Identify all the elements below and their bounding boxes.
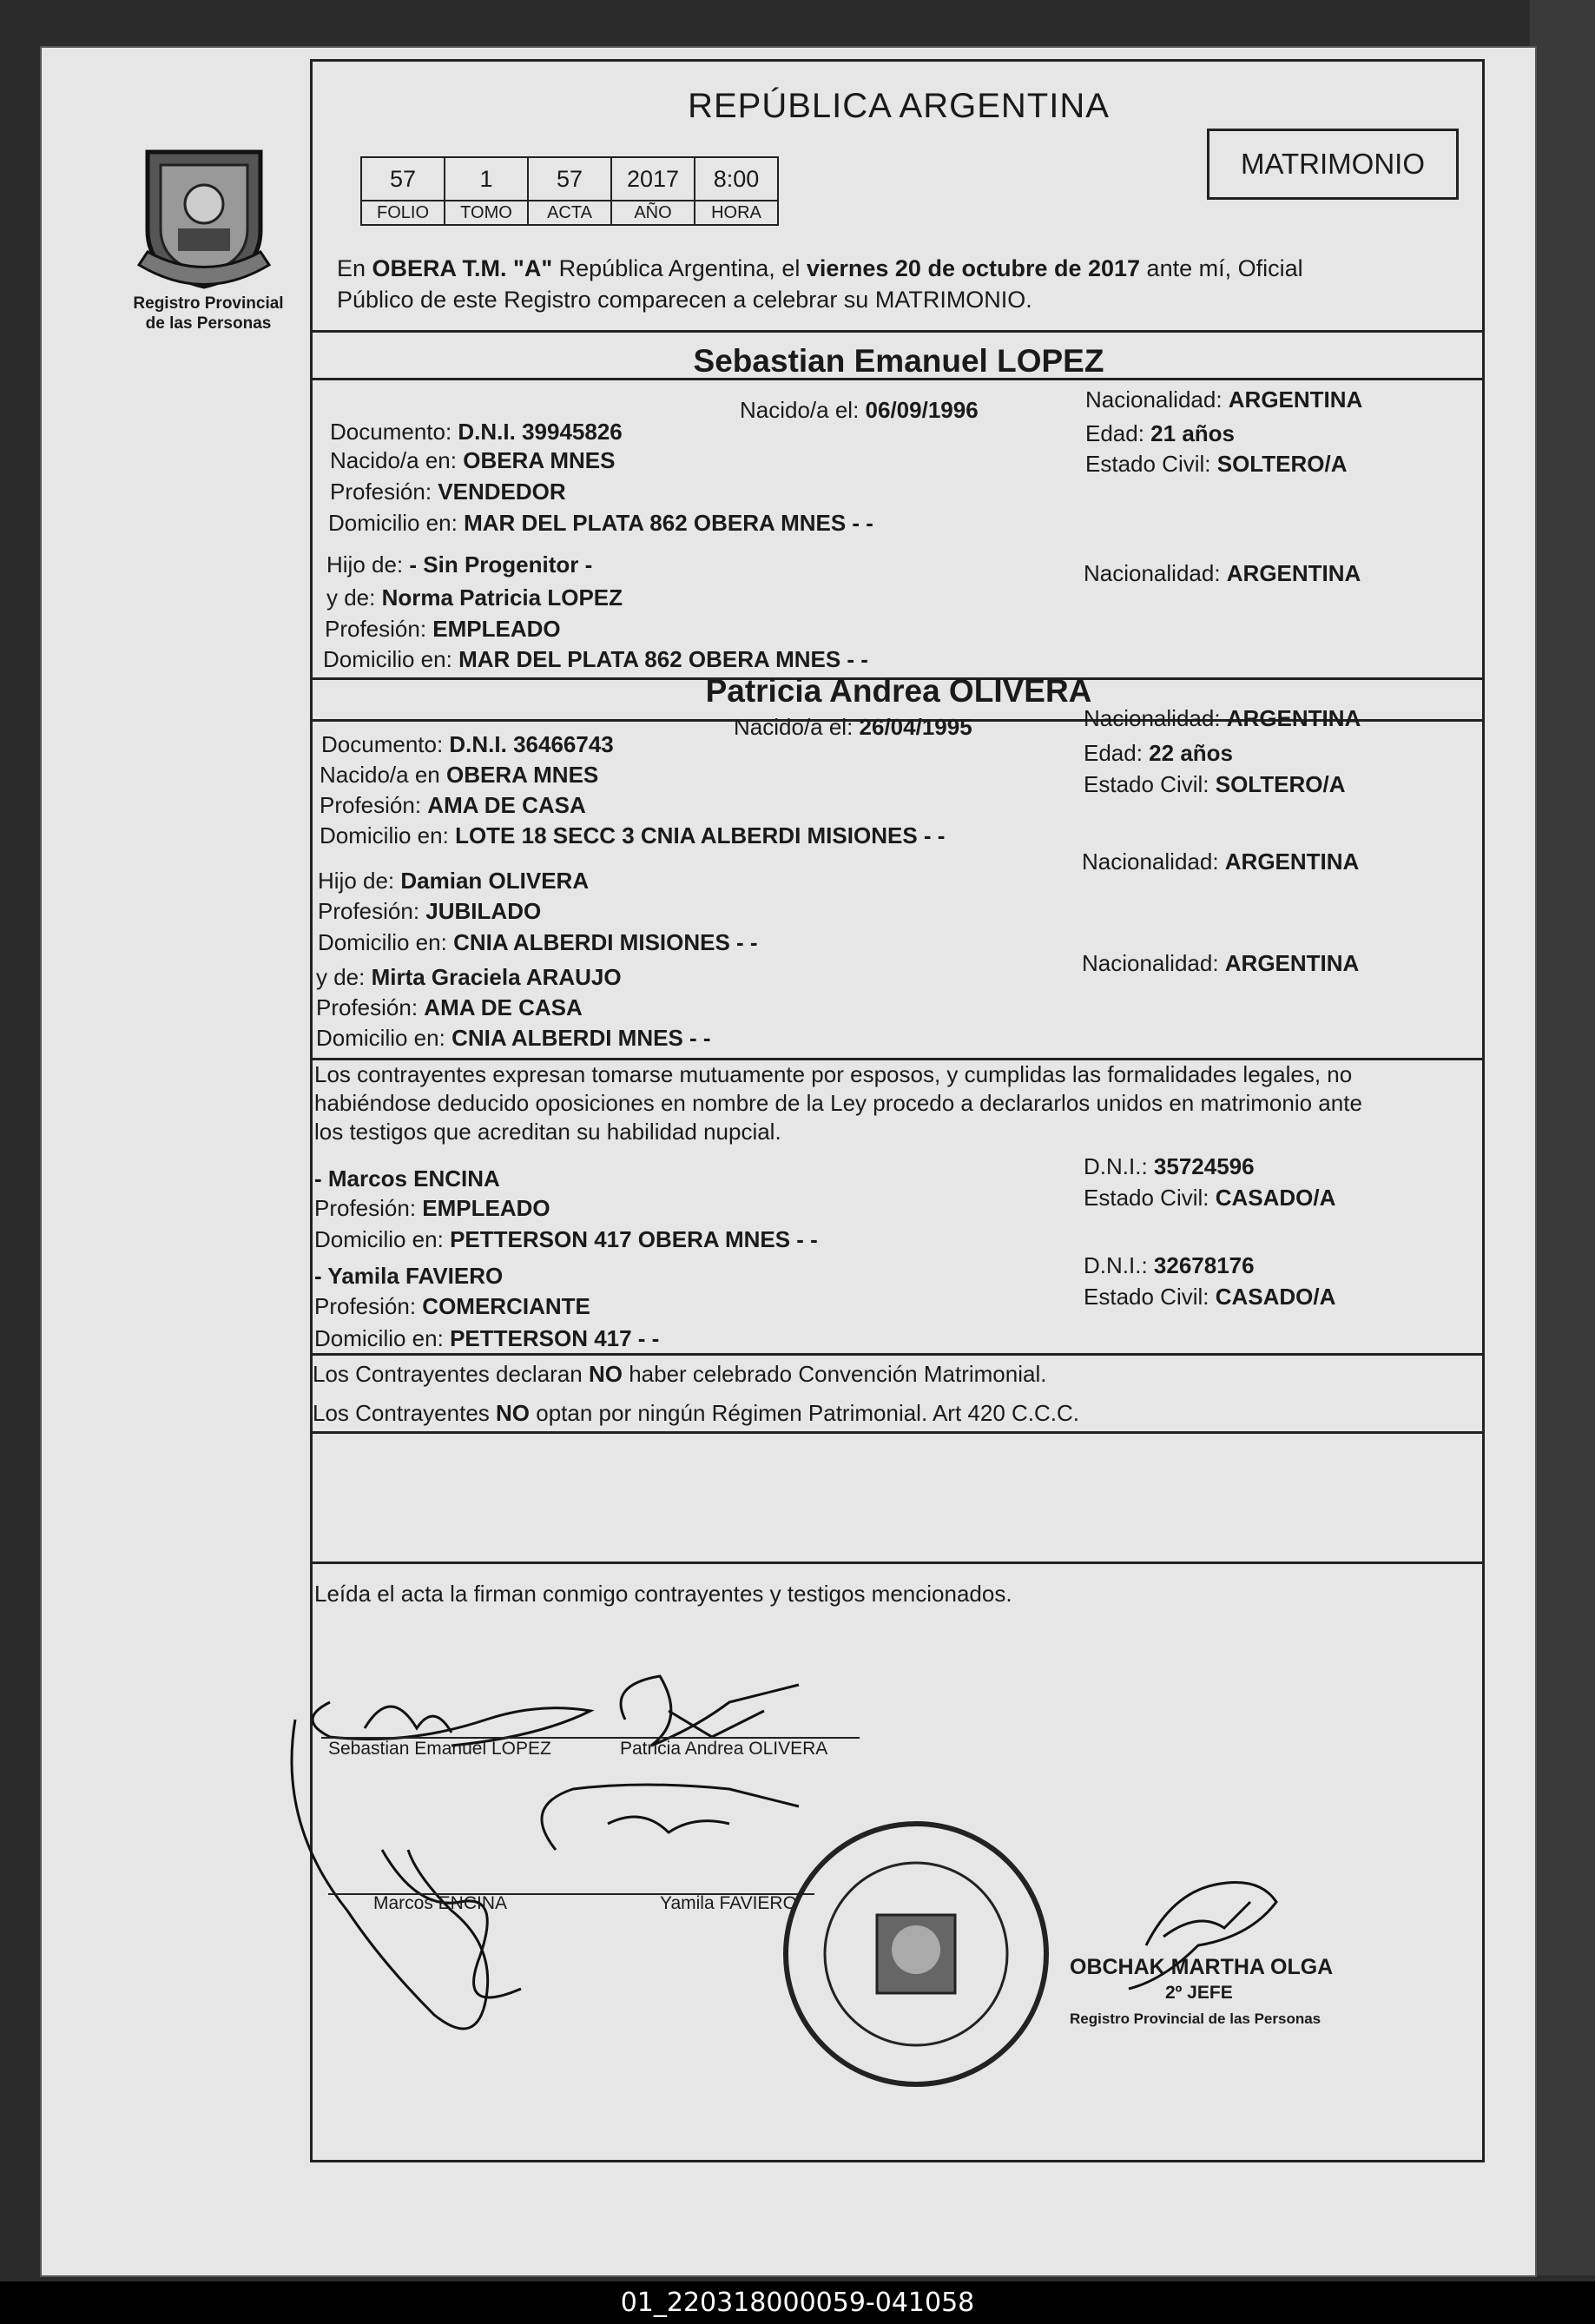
intro-text-3: ante mí, Oficial [1140,255,1303,281]
value: 35724596 [1153,1153,1255,1179]
label: Nacionalidad: [1082,950,1225,976]
label: Edad: [1085,420,1151,446]
bride-mother-domicilio [316,1023,711,1053]
registry-table [360,156,779,226]
groom-nacionalidad [1085,385,1362,414]
negation: NO [588,1361,623,1387]
anio-value: 2017 [611,157,695,201]
value: VENDEDOR [438,479,566,505]
value: EMPLEADO [432,616,561,642]
bride-domicilio [320,821,945,850]
value: JUBILADO [425,898,542,924]
witness-1-domicilio [314,1225,818,1254]
value: PETTERSON 417 - - [450,1325,660,1351]
bride-name-heading: Patricia Andrea OLIVERA [705,673,1092,709]
groom-mother-domicilio [323,644,868,674]
witness-2-name: - Yamila FAVIERO [314,1263,504,1289]
witness-1-profesion [314,1193,550,1223]
label: Domicilio en: [318,929,454,955]
value: 26/04/1995 [859,714,972,740]
value: CASADO/A [1215,1284,1336,1310]
groom-nacido-el [740,395,979,425]
label: Domicilio en: [320,822,456,848]
label: Profesión: [325,616,433,642]
value: 22 años [1149,740,1233,766]
bride-nacido-el [734,712,972,742]
label: Estado Civil: [1085,451,1217,477]
intro-line-1 [337,254,1303,283]
value: 06/09/1996 [865,397,979,423]
label: Nacido/a en [320,762,446,788]
value: Norma Patricia LOPEZ [381,584,623,611]
value: EMPLEADO [422,1195,550,1221]
hora-value: 8:00 [695,157,778,201]
witness-1-estado-civil [1084,1183,1335,1212]
folio-header: FOLIO [361,201,445,225]
acta-header: ACTA [528,201,611,225]
misiones-seal-logo [130,135,278,291]
value: OBERA MNES [445,762,599,788]
label: Profesión: [314,1293,423,1319]
value: COMERCIANTE [422,1293,590,1319]
anio-header: AÑO [611,201,695,225]
bride-documento [321,730,614,759]
registry-label: Registro Provincial de las Personas [133,294,284,333]
label: Profesión: [330,479,438,505]
value: SOLTERO/A [1215,771,1346,797]
label: Profesión: [318,898,426,924]
label: Nacido/a el: [734,714,860,740]
value: CASADO/A [1215,1185,1336,1211]
background-strip [1530,0,1595,2275]
text: haber celebrado Convención Matrimonial. [622,1361,1047,1387]
official-office: Registro Provincial de las Personas [1070,2010,1321,2027]
divider [310,1353,1485,1356]
bride-y-de [316,962,622,992]
bride-edad [1084,738,1233,768]
text: Los Contrayentes declaran [313,1361,589,1387]
label: y de: [326,584,382,611]
label: Domicilio en: [314,1325,451,1351]
value: D.N.I. 39945826 [458,419,623,445]
value: PETTERSON 417 OBERA MNES - - [450,1226,818,1252]
value: MAR DEL PLATA 862 OBERA MNES - - [464,510,873,536]
label: Nacionalidad: [1084,705,1227,731]
document-type-box: MATRIMONIO [1207,129,1459,200]
groom-domicilio [328,508,873,538]
value: LOTE 18 SECC 3 CNIA ALBERDI MISIONES - - [455,822,946,848]
divider [310,1561,1485,1564]
groom-name-heading: Sebastian Emanuel LOPEZ [693,343,1104,379]
convention-line-1 [313,1359,1046,1389]
convention-line-2 [313,1398,1079,1428]
value: OBERA MNES [463,447,616,473]
value: - Sin Progenitor - [409,551,593,578]
bride-estado-civil [1084,769,1345,799]
acta-value: 57 [528,157,611,201]
groom-profesion [330,477,566,506]
declaration-line-1: Los contrayentes expresan tomarse mutuamente por esposos, y cumplidas las formalidades legales, no [314,1061,1353,1087]
tomo-header: TOMO [445,201,528,225]
official-title: 2º JEFE [1165,1983,1233,2003]
groom-edad [1085,419,1235,448]
tomo-value: 1 [445,157,528,201]
intro-text: En [337,255,372,281]
official-stamp [773,1811,1059,2097]
label: D.N.I.: [1084,1252,1154,1278]
intro-line-2: Público de este Registro comparecen a celebrar su MATRIMONIO. [337,287,1032,313]
closing-statement: Leída el acta la firman conmigo contrayentes y testigos mencionados. [314,1581,1012,1607]
bride-nacido-en [320,760,598,789]
label: Nacionalidad: [1084,560,1227,586]
bride-father-domicilio [318,928,758,957]
bride-hijo-de [318,866,589,895]
hora-header: HORA [695,201,778,225]
label: Domicilio en: [323,646,459,672]
intro-date: viernes 20 de octubre de 2017 [806,255,1141,281]
groom-mother-profesion [325,614,561,644]
label: Nacido/a en: [330,447,464,473]
label: Documento: [330,419,458,445]
value: ARGENTINA [1224,848,1360,875]
value: CNIA ALBERDI MNES - - [451,1025,711,1051]
folio-value: 57 [361,157,445,201]
bride-signature-name: Patricia Andrea OLIVERA [620,1739,828,1759]
label: y de: [316,964,372,990]
value: 21 años [1150,420,1235,446]
label: Nacionalidad: [1082,848,1225,875]
label: D.N.I.: [1084,1153,1154,1179]
bride-father-nacionalidad [1082,847,1359,876]
bride-father-profesion [318,896,541,926]
witness-1-name: - Marcos ENCINA [314,1165,500,1192]
label: Profesión: [320,792,428,818]
label: Domicilio en: [316,1025,452,1051]
label: Hijo de: [318,868,401,894]
text: Los Contrayentes [313,1400,497,1426]
value: 32678176 [1153,1252,1255,1278]
label: Profesión: [316,994,425,1020]
value: ARGENTINA [1226,560,1361,586]
label: Documento: [321,731,450,757]
groom-nacido-en [330,446,616,475]
label: Domicilio en: [328,510,465,536]
value: AMA DE CASA [427,792,586,818]
label: Profesión: [314,1195,423,1221]
label: Edad: [1084,740,1150,766]
value: AMA DE CASA [424,994,583,1020]
groom-y-de [326,583,623,612]
official-name: OBCHAK MARTHA OLGA [1070,1955,1334,1979]
official-block [1070,1954,1333,2032]
groom-signature-name: Sebastian Emanuel LOPEZ [328,1739,551,1759]
declaration-line-2: habiéndose deducido oposiciones en nombre de la Ley procedo a declararlos unidos en matrimonio ante [314,1090,1362,1116]
groom-father-nacionalidad [1084,558,1361,588]
value: ARGENTINA [1226,705,1361,731]
witness-2-estado-civil [1084,1282,1335,1311]
groom-estado-civil [1085,449,1347,479]
value: ARGENTINA [1224,950,1360,976]
groom-hijo-de [326,550,592,579]
label: Nacido/a el: [740,397,866,423]
intro-office: OBERA T.M. "A" [372,255,553,281]
value: D.N.I. 36466743 [449,731,614,757]
witness-2-profesion [314,1291,590,1321]
witness-1-signature-name: Marcos ENCINA [373,1893,508,1913]
label: Estado Civil: [1084,1185,1216,1211]
value: CNIA ALBERDI MISIONES - - [453,929,758,955]
intro-text-2: República Argentina, el [552,255,807,281]
divider [310,330,1485,333]
witness-2-domicilio [314,1324,659,1353]
witness-2-signature-name: Yamila FAVIERO [660,1893,797,1913]
bride-mother-nacionalidad [1082,948,1359,978]
value: ARGENTINA [1228,386,1363,413]
negation: NO [496,1400,531,1426]
label: Hijo de: [326,551,410,578]
witness-1-dni [1084,1152,1255,1181]
document-id: 01_220318000059-041058 [620,2288,975,2318]
value: MAR DEL PLATA 862 OBERA MNES - - [458,646,868,672]
label: Estado Civil: [1084,771,1216,797]
label: Domicilio en: [314,1226,451,1252]
bride-mother-profesion [316,993,583,1022]
declaration-line-3: los testigos que acreditan su habilidad nupcial. [314,1119,781,1145]
value: Damian OLIVERA [400,868,590,894]
bride-profesion [320,790,586,820]
divider [310,1431,1485,1434]
bride-nacionalidad [1084,703,1361,733]
groom-documento [330,417,623,446]
value: SOLTERO/A [1216,451,1348,477]
label: Nacionalidad: [1085,386,1229,413]
country-title: REPÚBLICA ARGENTINA [688,87,1110,125]
text: optan por ningún Régimen Patrimonial. Art 420 C.C.C. [530,1400,1080,1426]
value: Mirta Graciela ARAUJO [371,964,622,990]
label: Estado Civil: [1084,1284,1216,1310]
witness-2-dni [1084,1251,1255,1280]
